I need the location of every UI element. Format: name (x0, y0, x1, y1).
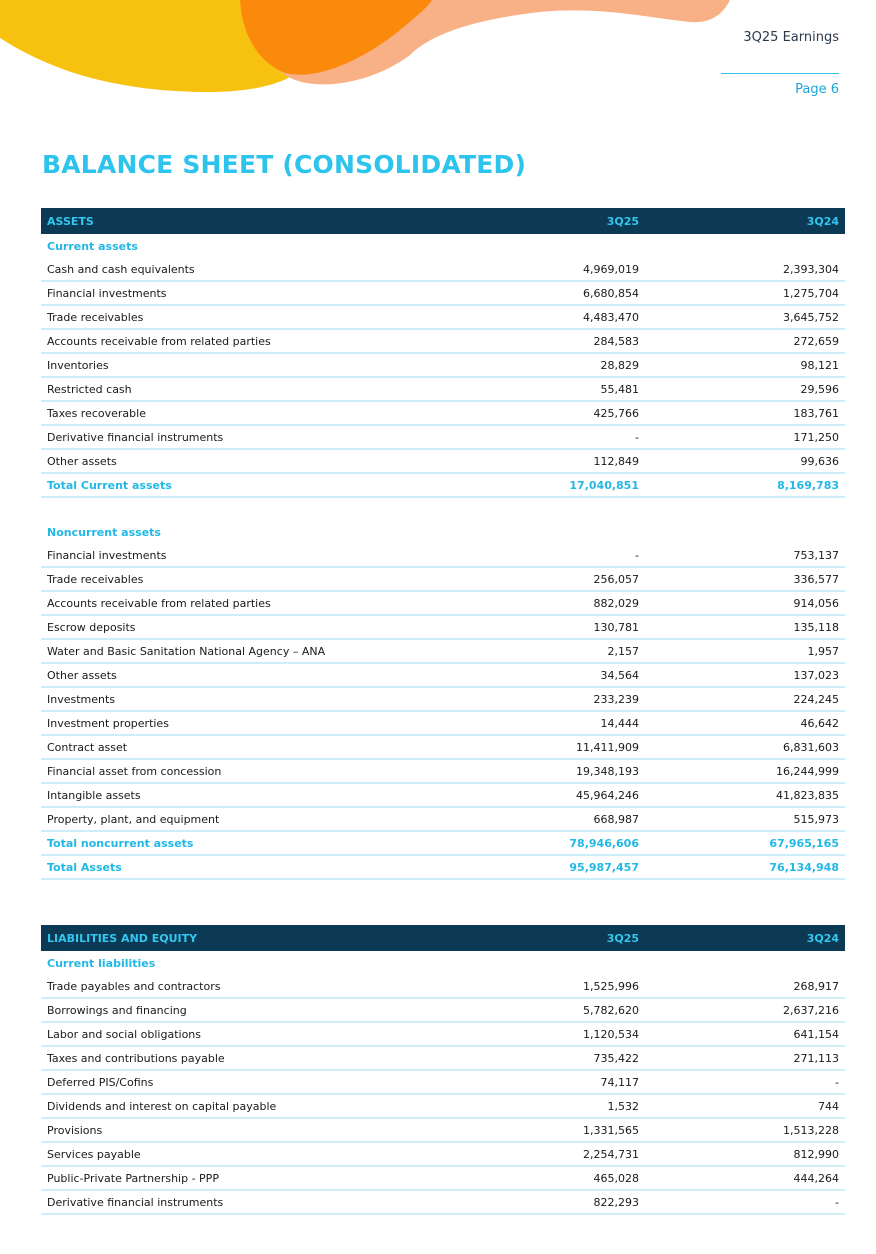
table-row (41, 1118, 845, 1142)
table-row (41, 258, 845, 281)
value-3q24: 336,577 (645, 567, 845, 591)
value-3q25: 28,829 (461, 353, 645, 377)
table-row (41, 567, 845, 591)
column-header-label: LIABILITIES AND EQUITY (41, 925, 461, 951)
row-label: Trade payables and contractors (41, 975, 461, 998)
row-label: Financial asset from concession (41, 759, 461, 783)
value-3q24: - (645, 1190, 845, 1214)
table-row (41, 281, 845, 305)
row-label: Other assets (41, 449, 461, 473)
value-3q25: 112,849 (461, 449, 645, 473)
value-3q25: 284,583 (461, 329, 645, 353)
assets-header-row (41, 208, 845, 234)
value-3q25: 425,766 (461, 401, 645, 425)
value-3q24: 1,513,228 (645, 1118, 845, 1142)
value-3q25: 14,444 (461, 711, 645, 735)
value-3q24: 3,645,752 (645, 305, 845, 329)
value-3q25: 256,057 (461, 567, 645, 591)
row-label: Trade receivables (41, 305, 461, 329)
value-3q24: 1,957 (645, 639, 845, 663)
section-heading: Current liabilities (47, 956, 156, 970)
value-3q25: 822,293 (461, 1190, 645, 1214)
value-3q24: 272,659 (645, 329, 845, 353)
current-assets-rows (41, 258, 845, 473)
table-row (41, 1070, 845, 1094)
row-label: Taxes recoverable (41, 401, 461, 425)
table-row (41, 1190, 845, 1214)
table-row (41, 1166, 845, 1190)
page-number: Page 6 (795, 82, 839, 97)
value-3q24: 41,823,835 (645, 783, 845, 807)
table-row (41, 687, 845, 711)
value-3q24: 137,023 (645, 663, 845, 687)
table-row (41, 449, 845, 473)
value-3q25: 465,028 (461, 1166, 645, 1190)
row-label: Escrow deposits (41, 615, 461, 639)
value-3q25: 19,348,193 (461, 759, 645, 783)
value-3q25: 6,680,854 (461, 281, 645, 305)
value-3q25: 1,525,996 (461, 975, 645, 998)
column-header-3q24: 3Q24 (645, 208, 845, 234)
table-row (41, 1142, 845, 1166)
row-label: Restricted cash (41, 377, 461, 401)
table-row (41, 1094, 845, 1118)
value-3q24: 2,637,216 (645, 998, 845, 1022)
table-row (41, 591, 845, 615)
value-3q24: 46,642 (645, 711, 845, 735)
row-label: Inventories (41, 353, 461, 377)
table-row (41, 1022, 845, 1046)
value-3q24: 6,831,603 (645, 735, 845, 759)
column-header-3q25: 3Q25 (461, 208, 645, 234)
liabilities-header-row (41, 925, 845, 951)
table-row (41, 975, 845, 998)
value-3q24: 515,973 (645, 807, 845, 831)
row-label: Derivative financial instruments (41, 1190, 461, 1214)
row-label: Investment properties (41, 711, 461, 735)
value-3q25: 882,029 (461, 591, 645, 615)
row-label: Services payable (41, 1142, 461, 1166)
value-3q24: 2,393,304 (645, 258, 845, 281)
total-label: Total noncurrent assets (41, 831, 461, 855)
value-3q25: 11,411,909 (461, 735, 645, 759)
section-heading-row (41, 234, 845, 258)
row-label: Financial investments (41, 544, 461, 567)
row-label: Dividends and interest on capital payable (41, 1094, 461, 1118)
value-3q24: 914,056 (645, 591, 845, 615)
total-value-3q24: 67,965,165 (645, 831, 845, 855)
table-row (41, 663, 845, 687)
total-row (41, 473, 845, 497)
column-header-3q25: 3Q25 (461, 925, 645, 951)
row-label: Provisions (41, 1118, 461, 1142)
section-heading: Noncurrent assets (47, 525, 161, 539)
liabilities-table (41, 925, 845, 1215)
table-row (41, 615, 845, 639)
value-3q24: 1,275,704 (645, 281, 845, 305)
value-3q24: 268,917 (645, 975, 845, 998)
page-title: BALANCE SHEET (CONSOLIDATED) (42, 150, 527, 179)
value-3q25: 668,987 (461, 807, 645, 831)
value-3q24: 812,990 (645, 1142, 845, 1166)
total-value-3q25: 17,040,851 (461, 473, 645, 497)
table-row (41, 783, 845, 807)
row-label: Investments (41, 687, 461, 711)
grand-total-value-3q24: 76,134,948 (645, 855, 845, 879)
row-label: Derivative financial instruments (41, 425, 461, 449)
row-label: Trade receivables (41, 567, 461, 591)
table-row (41, 544, 845, 567)
table-row (41, 759, 845, 783)
row-label: Water and Basic Sanitation National Agency – ANA (41, 639, 461, 663)
total-label: Total Current assets (41, 473, 461, 497)
value-3q25: 2,157 (461, 639, 645, 663)
table-row (41, 807, 845, 831)
value-3q24: 171,250 (645, 425, 845, 449)
value-3q24: 183,761 (645, 401, 845, 425)
value-3q25: 45,964,246 (461, 783, 645, 807)
value-3q24: 135,118 (645, 615, 845, 639)
value-3q25: - (461, 544, 645, 567)
decorative-header-shapes (0, 0, 876, 110)
value-3q24: 16,244,999 (645, 759, 845, 783)
value-3q24: 753,137 (645, 544, 845, 567)
grand-total-value-3q25: 95,987,457 (461, 855, 645, 879)
value-3q25: 2,254,731 (461, 1142, 645, 1166)
total-value-3q25: 78,946,606 (461, 831, 645, 855)
row-label: Cash and cash equivalents (41, 258, 461, 281)
value-3q25: 1,120,534 (461, 1022, 645, 1046)
value-3q24: 224,245 (645, 687, 845, 711)
value-3q25: 34,564 (461, 663, 645, 687)
value-3q25: 1,331,565 (461, 1118, 645, 1142)
value-3q25: 4,483,470 (461, 305, 645, 329)
value-3q25: 130,781 (461, 615, 645, 639)
row-label: Deferred PIS/Cofins (41, 1070, 461, 1094)
value-3q25: 735,422 (461, 1046, 645, 1070)
row-label: Labor and social obligations (41, 1022, 461, 1046)
grand-total-label: Total Assets (41, 855, 461, 879)
report-title: 3Q25 Earnings (743, 30, 839, 45)
row-label: Accounts receivable from related parties (41, 591, 461, 615)
table-row (41, 377, 845, 401)
value-3q25: 4,969,019 (461, 258, 645, 281)
value-3q24: 98,121 (645, 353, 845, 377)
table-row (41, 998, 845, 1022)
row-label: Public-Private Partnership - PPP (41, 1166, 461, 1190)
column-header-3q24: 3Q24 (645, 925, 845, 951)
value-3q24: 29,596 (645, 377, 845, 401)
row-label: Borrowings and financing (41, 998, 461, 1022)
table-row (41, 425, 845, 449)
table-row (41, 639, 845, 663)
value-3q24: 744 (645, 1094, 845, 1118)
section-heading-row (41, 951, 845, 975)
table-row (41, 711, 845, 735)
value-3q24: 271,113 (645, 1046, 845, 1070)
assets-table (41, 208, 845, 880)
value-3q25: 74,117 (461, 1070, 645, 1094)
value-3q25: - (461, 425, 645, 449)
row-label: Intangible assets (41, 783, 461, 807)
value-3q24: 99,636 (645, 449, 845, 473)
section-heading-row (41, 520, 845, 544)
table-row (41, 1046, 845, 1070)
value-3q24: - (645, 1070, 845, 1094)
row-label: Accounts receivable from related parties (41, 329, 461, 353)
table-row (41, 735, 845, 759)
value-3q25: 55,481 (461, 377, 645, 401)
total-row (41, 831, 845, 855)
noncurrent-assets-rows (41, 544, 845, 831)
section-heading: Current assets (47, 239, 138, 253)
table-row (41, 329, 845, 353)
column-header-label: ASSETS (41, 208, 461, 234)
value-3q25: 5,782,620 (461, 998, 645, 1022)
total-value-3q24: 8,169,783 (645, 473, 845, 497)
row-label: Financial investments (41, 281, 461, 305)
table-row (41, 401, 845, 425)
header-divider (721, 73, 839, 74)
spacer-row (41, 497, 845, 520)
row-label: Contract asset (41, 735, 461, 759)
row-label: Other assets (41, 663, 461, 687)
value-3q25: 1,532 (461, 1094, 645, 1118)
table-row (41, 305, 845, 329)
value-3q25: 233,239 (461, 687, 645, 711)
value-3q24: 444,264 (645, 1166, 845, 1190)
row-label: Taxes and contributions payable (41, 1046, 461, 1070)
current-liabilities-rows (41, 975, 845, 1214)
grand-total-row (41, 855, 845, 879)
value-3q24: 641,154 (645, 1022, 845, 1046)
row-label: Property, plant, and equipment (41, 807, 461, 831)
table-row (41, 353, 845, 377)
